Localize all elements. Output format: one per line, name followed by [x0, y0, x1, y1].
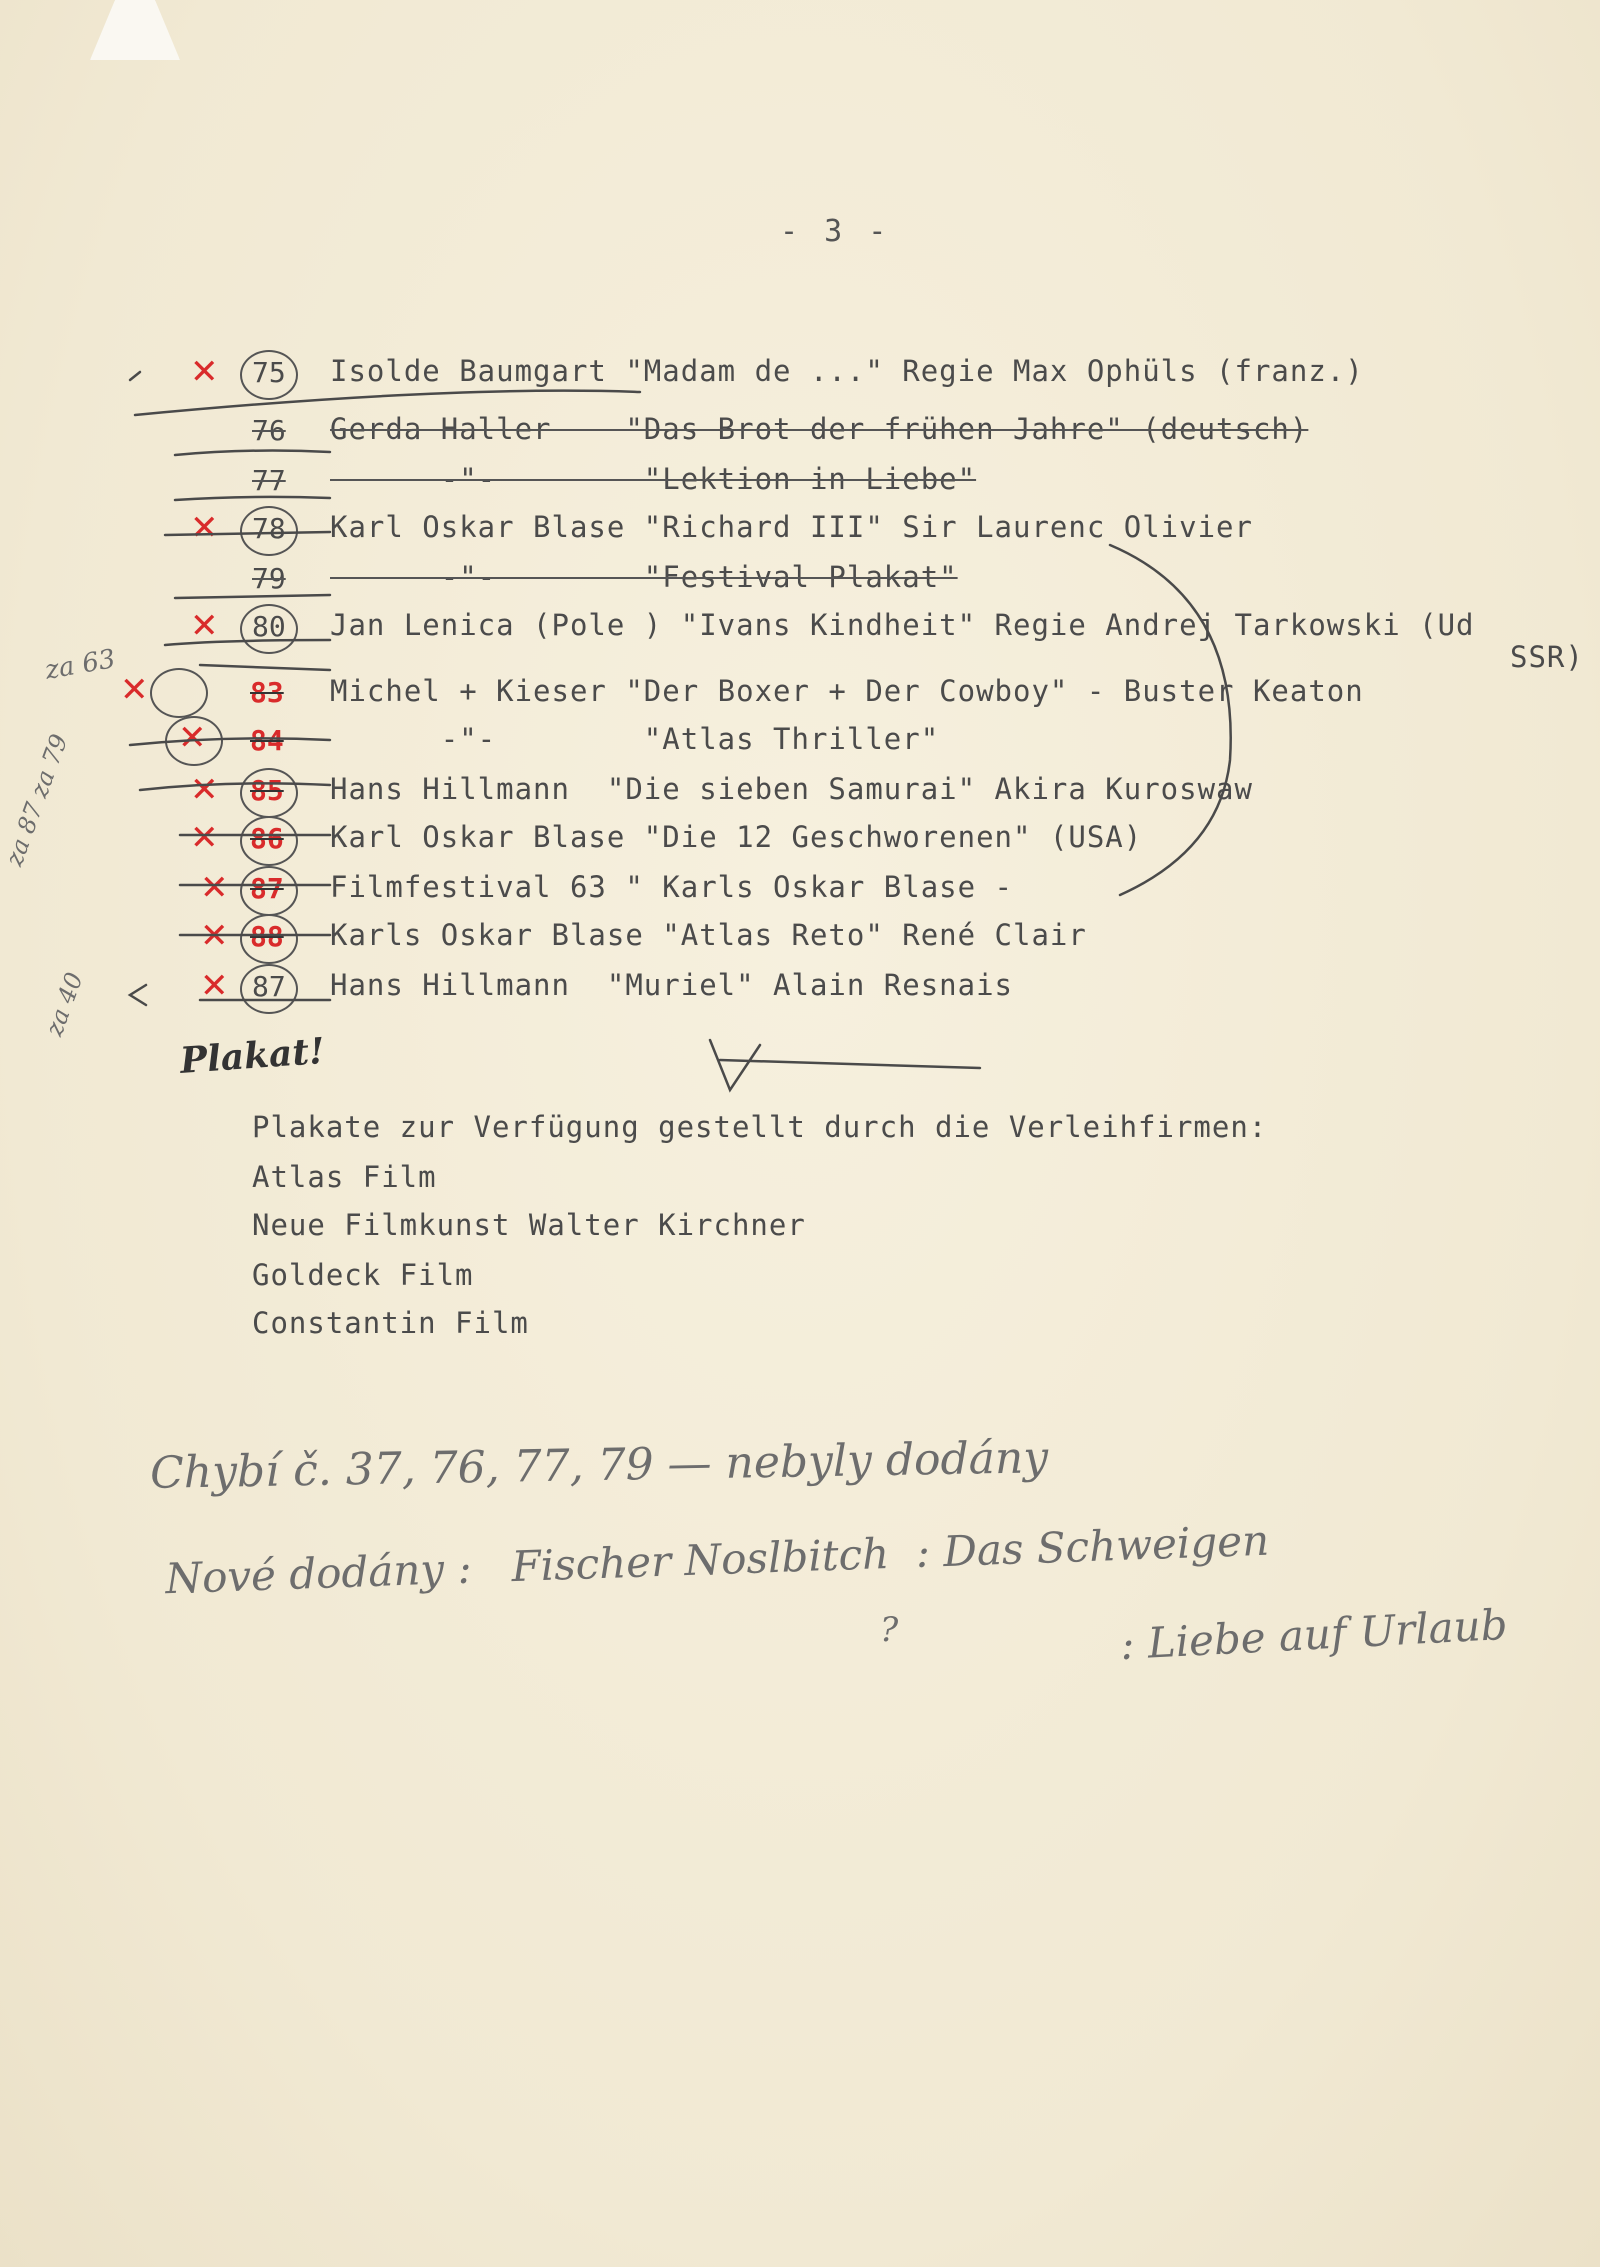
list-item-86: Karl Oskar Blase "Die 12 Geschworenen" (USA) — [330, 820, 1143, 854]
list-item-79: -"- "Festival Plakat" — [330, 560, 958, 594]
red-x-mark: ✕ — [190, 818, 219, 858]
list-item-80: Jan Lenica (Pole ) "Ivans Kindheit" Regie Andrej Tarkowski (Ud — [330, 608, 1475, 642]
handwritten-note: ? — [880, 1610, 899, 1650]
red-x-mark: ✕ — [190, 352, 219, 392]
handwritten-note: : Liebe auf Urlaub — [1118, 1599, 1509, 1670]
item-number-83: 83 — [250, 676, 284, 709]
list-item-87b: Hans Hillmann "Muriel" Alain Resnais — [330, 968, 1014, 1002]
list-item-77: -"- "Lektion in Liebe" — [330, 462, 977, 496]
distributor-item: Atlas Film — [252, 1160, 437, 1194]
list-item-76: Gerda Haller "Das Brot der frühen Jahre" (deutsch) — [330, 412, 1309, 446]
list-item-85: Hans Hillmann "Die sieben Samurai" Akira Kuroswaw — [330, 772, 1253, 806]
red-x-mark: ✕ — [178, 718, 207, 758]
list-item-78: Karl Oskar Blase "Richard III" Sir Laurenc Olivier — [330, 510, 1253, 544]
red-x-mark: ✕ — [200, 916, 229, 956]
red-x-mark: ✕ — [200, 966, 229, 1006]
distributors-heading: Plakate zur Verfügung gestellt durch die Verleihfirmen: — [252, 1110, 1268, 1144]
item-number-78: 78 — [252, 512, 286, 545]
distributor-item: Constantin Film — [252, 1306, 529, 1340]
item-number-84: 84 — [250, 724, 284, 757]
red-x-mark: ✕ — [200, 868, 229, 908]
red-x-mark: ✕ — [120, 670, 149, 710]
list-item-88: Karls Oskar Blase "Atlas Reto" René Clair — [330, 918, 1087, 952]
red-x-mark: ✕ — [190, 770, 219, 810]
margin-note: za 87 za 79 — [0, 730, 74, 870]
margin-note: za 40 — [40, 968, 89, 1040]
distributor-item: Neue Filmkunst Walter Kirchner — [252, 1208, 806, 1242]
item-number-75: 75 — [252, 356, 286, 389]
item-number-86: 86 — [250, 822, 284, 855]
list-item-75: Isolde Baumgart "Madam de ..." Regie Max Ophüls (franz.) — [330, 354, 1364, 388]
red-x-mark: ✕ — [190, 508, 219, 548]
item-number-76: 76 — [252, 414, 286, 447]
item-number-77: 77 — [252, 464, 286, 497]
item-number-79: 79 — [252, 562, 286, 595]
list-item-83: Michel + Kieser "Der Boxer + Der Cowboy" - Buster Keaton — [330, 674, 1364, 708]
page-number: - 3 - — [780, 214, 891, 249]
red-x-mark: ✕ — [190, 606, 219, 646]
handwritten-note: Chybí č. 37, 76, 77, 79 — nebyly dodány — [149, 1432, 1049, 1499]
item-number-85: 85 — [250, 774, 284, 807]
list-item-87a: Filmfestival 63 " Karls Oskar Blase - — [330, 870, 1014, 904]
handwritten-note: Plakat! — [178, 1030, 327, 1082]
margin-note: za 63 — [42, 644, 118, 686]
item-number-88: 88 — [250, 920, 284, 953]
item-number-87b: 87 — [252, 970, 286, 1003]
handwritten-note: Nové dodány : Fischer Noslbitch : Das Schweigen — [164, 1515, 1270, 1604]
list-item-84: -"- "Atlas Thriller" — [330, 722, 940, 756]
item-number-87a: 87 — [250, 872, 284, 905]
distributor-item: Goldeck Film — [252, 1258, 474, 1292]
item-number-80: 80 — [252, 610, 286, 643]
list-item-80-wrap: SSR) — [1510, 640, 1584, 674]
